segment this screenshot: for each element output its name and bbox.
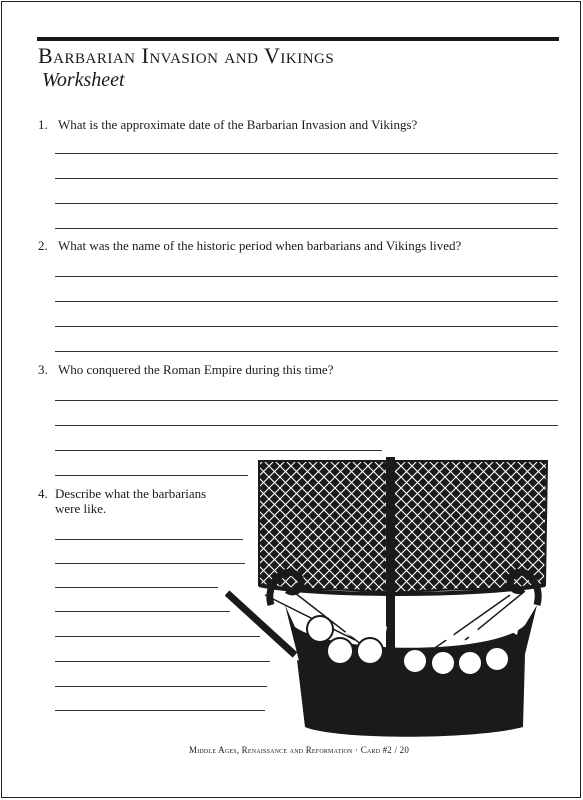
question-4 xyxy=(38,486,206,516)
question-2 xyxy=(38,238,461,254)
answer-line[interactable] xyxy=(55,539,243,540)
question-text-line1: Describe what the barbarians xyxy=(55,486,207,501)
question-number: 4. xyxy=(38,486,48,501)
question-text: What is the approximate date of the Barbarian Invasion and Vikings? xyxy=(58,117,418,132)
answer-line[interactable] xyxy=(55,587,218,588)
question-3 xyxy=(38,362,333,378)
question-number: 1. xyxy=(38,117,48,132)
question-text-line2: were like. xyxy=(55,501,107,516)
title-rule xyxy=(37,37,559,41)
answer-line[interactable] xyxy=(55,276,558,277)
question-number: 2. xyxy=(38,238,48,253)
answer-line[interactable] xyxy=(55,228,558,229)
question-text: Who conquered the Roman Empire during this time? xyxy=(58,362,334,377)
worksheet-title: Barbarian Invasion and Vikings xyxy=(38,43,335,68)
answer-line[interactable] xyxy=(55,425,558,426)
answer-line[interactable] xyxy=(55,611,230,612)
answer-line[interactable] xyxy=(55,475,248,476)
answer-line[interactable] xyxy=(55,178,558,179)
answer-line[interactable] xyxy=(55,351,558,352)
footer-credit: Middle Ages, Renaissance and Reformation · Card #2 / 20 xyxy=(189,745,410,755)
worksheet-subtitle: Worksheet xyxy=(42,69,125,91)
answer-line[interactable] xyxy=(55,203,558,204)
viking-ship-illustration xyxy=(225,455,555,740)
answer-line[interactable] xyxy=(55,153,558,154)
answer-line[interactable] xyxy=(55,563,245,564)
question-number: 3. xyxy=(38,362,48,377)
answer-line[interactable] xyxy=(55,450,382,451)
answer-line[interactable] xyxy=(55,400,558,401)
question-text: What was the name of the historic period when barbarians and Vikings lived? xyxy=(58,238,462,253)
question-1 xyxy=(38,117,417,133)
answer-line[interactable] xyxy=(55,301,558,302)
answer-line[interactable] xyxy=(55,326,558,327)
